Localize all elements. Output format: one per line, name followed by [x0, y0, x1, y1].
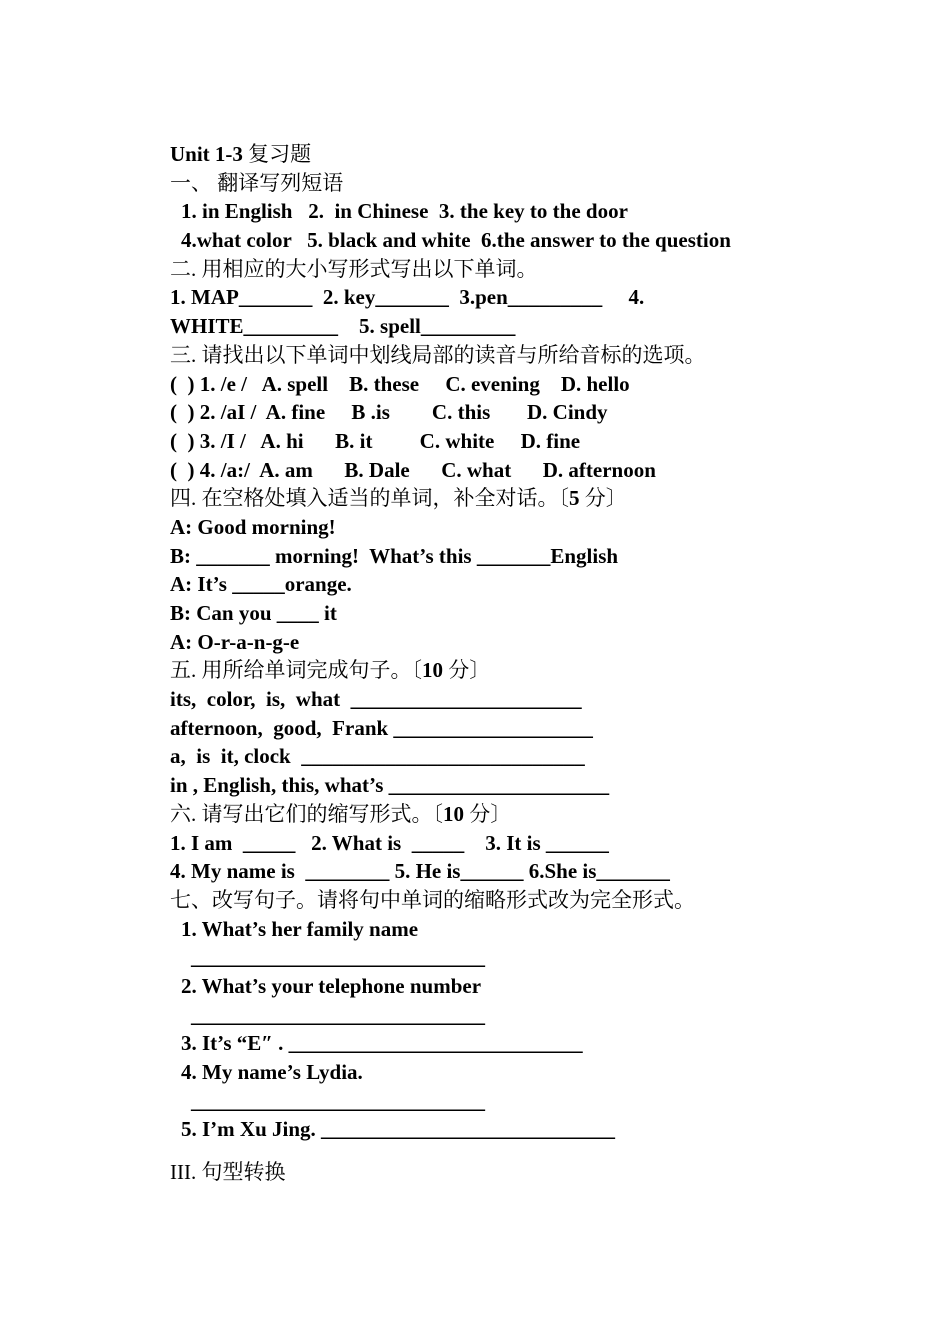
section-7-question-3: 3. It’s “E″ . ____________________________	[181, 1031, 583, 1056]
section-4-heading: 四. 在空格处填入适当的单词，补全对话。〔5 分〕	[170, 486, 627, 511]
section-8-heading: III. 句型转换	[170, 1160, 286, 1185]
section-7-question-2: 2. What’s your telephone number	[181, 973, 482, 998]
section-7-heading: 七、改写句子。请将句中单词的缩略形式改为完全形式。	[170, 887, 695, 912]
section-6-line-2: 4. My name is ________ 5. He is______ 6.She is_______	[170, 859, 670, 884]
section-3-heading: 三. 请找出以下单词中划线局部的读音与所给音标的选项。	[170, 342, 706, 367]
section-7-question-1: 1. What’s her family name	[181, 916, 419, 941]
title-unit: Unit 1-3	[170, 142, 243, 166]
section-7-question-4: 4. My name’s Lydia.	[181, 1060, 363, 1084]
dialogue-line-4: B: Can you ____ it	[170, 601, 337, 625]
section-7-answer-blank-4: ____________________________	[191, 1088, 485, 1113]
section-5-heading: 五. 用所给单词完成句子。〔10 分〕	[170, 658, 491, 683]
section-5-line-3: a, is it, clock ___________________________	[170, 744, 585, 769]
section-7-answer-blank-2: ____________________________	[191, 1002, 485, 1027]
section-3-item-2: ( ) 2. /aI / A. fine B .is C. this D. Cindy	[170, 400, 608, 425]
dialogue-line-5: A: O-r-a-n-g-e	[170, 629, 300, 654]
section-2-line-2: WHITE_________ 5. spell_________	[170, 314, 516, 339]
section-6-line-1: 1. I am _____ 2. What is _____ 3. It is ______	[170, 830, 609, 855]
worksheet	[170, 140, 870, 1187]
section-6-heading: 六. 请写出它们的缩写形式。〔10 分〕	[170, 801, 512, 826]
worksheet-title	[170, 140, 870, 169]
section-1-line-1: 1. in English 2. in Chinese 3. the key to the door	[181, 199, 628, 224]
section-3-item-3: ( ) 3. /I / A. hi B. it C. white D. fine	[170, 428, 581, 453]
section-1-line-2: 4.what color 5. black and white 6.the answer to the question	[181, 228, 731, 253]
dialogue-line-1: A: Good morning!	[170, 514, 336, 539]
section-1-heading: 一、 翻译写列短语	[170, 170, 344, 195]
dialogue-line-3: A: It’s _____orange.	[170, 572, 352, 597]
dialogue-line-2: B: _______ morning! What’s this _______English	[170, 543, 619, 568]
spacer	[170, 1144, 870, 1158]
section-2-heading: 二. 用相应的大小写形式写出以下单词。	[170, 256, 538, 281]
section-5-line-1: its, color, is, what ______________________	[170, 687, 582, 712]
section-3-item-1: ( ) 1. /e / A. spell B. these C. evening D. hello	[170, 371, 630, 396]
section-7-answer-blank-1: ____________________________	[191, 945, 485, 970]
section-5-line-4: in , English, this, what’s _____________________	[170, 773, 610, 798]
title-cn: 复习题	[242, 142, 312, 166]
section-2-line-1: 1. MAP_______ 2. key_______ 3.pen_________ 4.	[170, 285, 645, 310]
section-7-question-5: 5. I’m Xu Jing. ____________________________	[181, 1117, 616, 1142]
section-3-item-4: ( ) 4. /a:/ A. am B. Dale C. what D. afternoon	[170, 457, 656, 482]
section-5-line-2: afternoon, good, Frank ___________________	[170, 715, 593, 740]
